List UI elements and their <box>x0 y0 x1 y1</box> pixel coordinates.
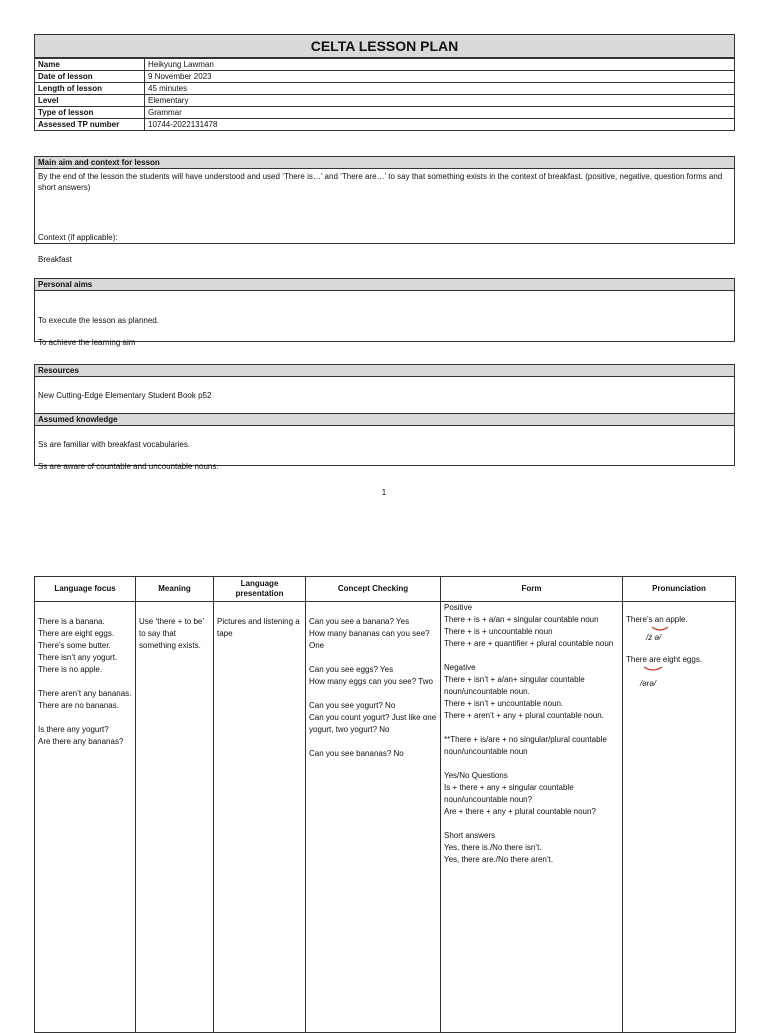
main-aim-heading: Main aim and context for lesson <box>35 157 734 169</box>
assumed-knowledge-heading: Assumed knowledge <box>35 413 734 426</box>
info-row <box>35 83 734 95</box>
page-title: CELTA LESSON PLAN <box>35 35 734 58</box>
cell-language-focus: There is a banana. There are eight eggs. There’s some butter. There isn’t any yogurt. There is no apple. There aren’t any bananas. There are no bananas. Is there any yogurt? Are there any bananas? <box>35 602 136 1033</box>
lesson-info-box <box>34 34 735 131</box>
lesson-table-row <box>35 602 736 1033</box>
personal-aim-line: To achieve the learning aim <box>38 338 136 347</box>
cell-meaning: Use ‘there + to be’ to say that something exists. <box>136 602 214 1033</box>
info-label: Type of lesson <box>35 107 145 119</box>
info-label: Name <box>35 59 145 71</box>
col-header-meaning: Meaning <box>136 577 214 602</box>
info-table <box>35 58 734 130</box>
info-label: Length of lesson <box>35 83 145 95</box>
info-value: Grammar <box>145 107 735 119</box>
info-label: Date of lesson <box>35 71 145 83</box>
context-block <box>35 219 121 267</box>
info-row <box>35 59 734 71</box>
info-value: Elementary <box>145 95 735 107</box>
personal-aims-box <box>34 278 735 347</box>
info-row <box>35 119 734 131</box>
context-value: Breakfast <box>38 255 72 264</box>
resources-box <box>34 364 735 471</box>
personal-aims-body <box>35 291 734 350</box>
main-aim-text: By the end of the lesson the students will have understood and used ‘There is…’ and ‘There are…’ to say that something exists in the context of breakfast. (positive, negative, question forms and short answers) <box>38 172 723 192</box>
info-row <box>35 107 734 119</box>
col-header-language-focus: Language focus <box>35 577 136 602</box>
cell-form: Positive There + is + a/an + singular countable noun There + is + uncountable noun There + are + quantifier + plural countable noun Negative There + isn’t + a/an+ singular countable noun/uncountable noun. There + isn’t + uncountable noun. There + aren’t + any + plural countable noun. **There + is/are + no singular/plural countable noun/uncountable noun Yes/No Questions Is + there + any + singular countable noun/uncountable noun? Are + there + any + plural countable noun? Short answers Yes, there is./No there isn’t. Yes, there are./No there aren’t. <box>441 602 623 1033</box>
assumed-knowledge-body <box>35 426 734 474</box>
pronunciation-ipa: /z ə/ <box>646 633 662 642</box>
pronunciation-example: There are eight eggs. <box>626 655 703 664</box>
linking-mark-icon <box>642 666 664 672</box>
info-value: Heikyung Lawman <box>145 59 735 71</box>
assumed-knowledge-line: Ss are familiar with breakfast vocabularies. <box>38 440 191 449</box>
info-label: Level <box>35 95 145 107</box>
resources-heading: Resources <box>35 365 734 377</box>
info-value: 45 minutes <box>145 83 735 95</box>
cell-pronunciation <box>623 602 736 1033</box>
page-number: 1 <box>381 488 387 497</box>
assumed-knowledge-line: Ss are aware of countable and uncountable nouns. <box>38 462 219 471</box>
info-value: 9 November 2023 <box>145 71 735 83</box>
lesson-table <box>34 576 736 1033</box>
pronunciation-ipa: /ərə/ <box>640 679 657 688</box>
context-label: Context (if applicable): <box>38 233 118 242</box>
col-header-concept-checking: Concept Checking <box>306 577 441 602</box>
col-header-language-presentation: Language presentation <box>214 577 306 602</box>
cell-presentation: Pictures and listening a tape <box>214 602 306 1033</box>
pronunciation-example: There’s an apple. <box>626 615 688 624</box>
personal-aims-heading: Personal aims <box>35 279 734 291</box>
info-row <box>35 71 734 83</box>
resources-text: New Cutting-Edge Elementary Student Book p52 <box>38 391 212 400</box>
info-row <box>35 95 734 107</box>
info-value: 10744-2022131478 <box>145 119 735 131</box>
col-header-pronunciation: Pronunciation <box>623 577 736 602</box>
col-header-form: Form <box>441 577 623 602</box>
personal-aim-line: To execute the lesson as planned. <box>38 316 159 325</box>
info-label: Assessed TP number <box>35 119 145 131</box>
cell-concept-checking: Can you see a banana? Yes How many bananas can you see? One Can you see eggs? Yes How many eggs can you see? Two Can you see yogurt? No Can you count yogurt? Just like one yogurt, two yogurt? No Can you see bananas? No <box>306 602 441 1033</box>
lesson-table-header <box>35 577 736 602</box>
main-aim-box <box>34 156 735 264</box>
